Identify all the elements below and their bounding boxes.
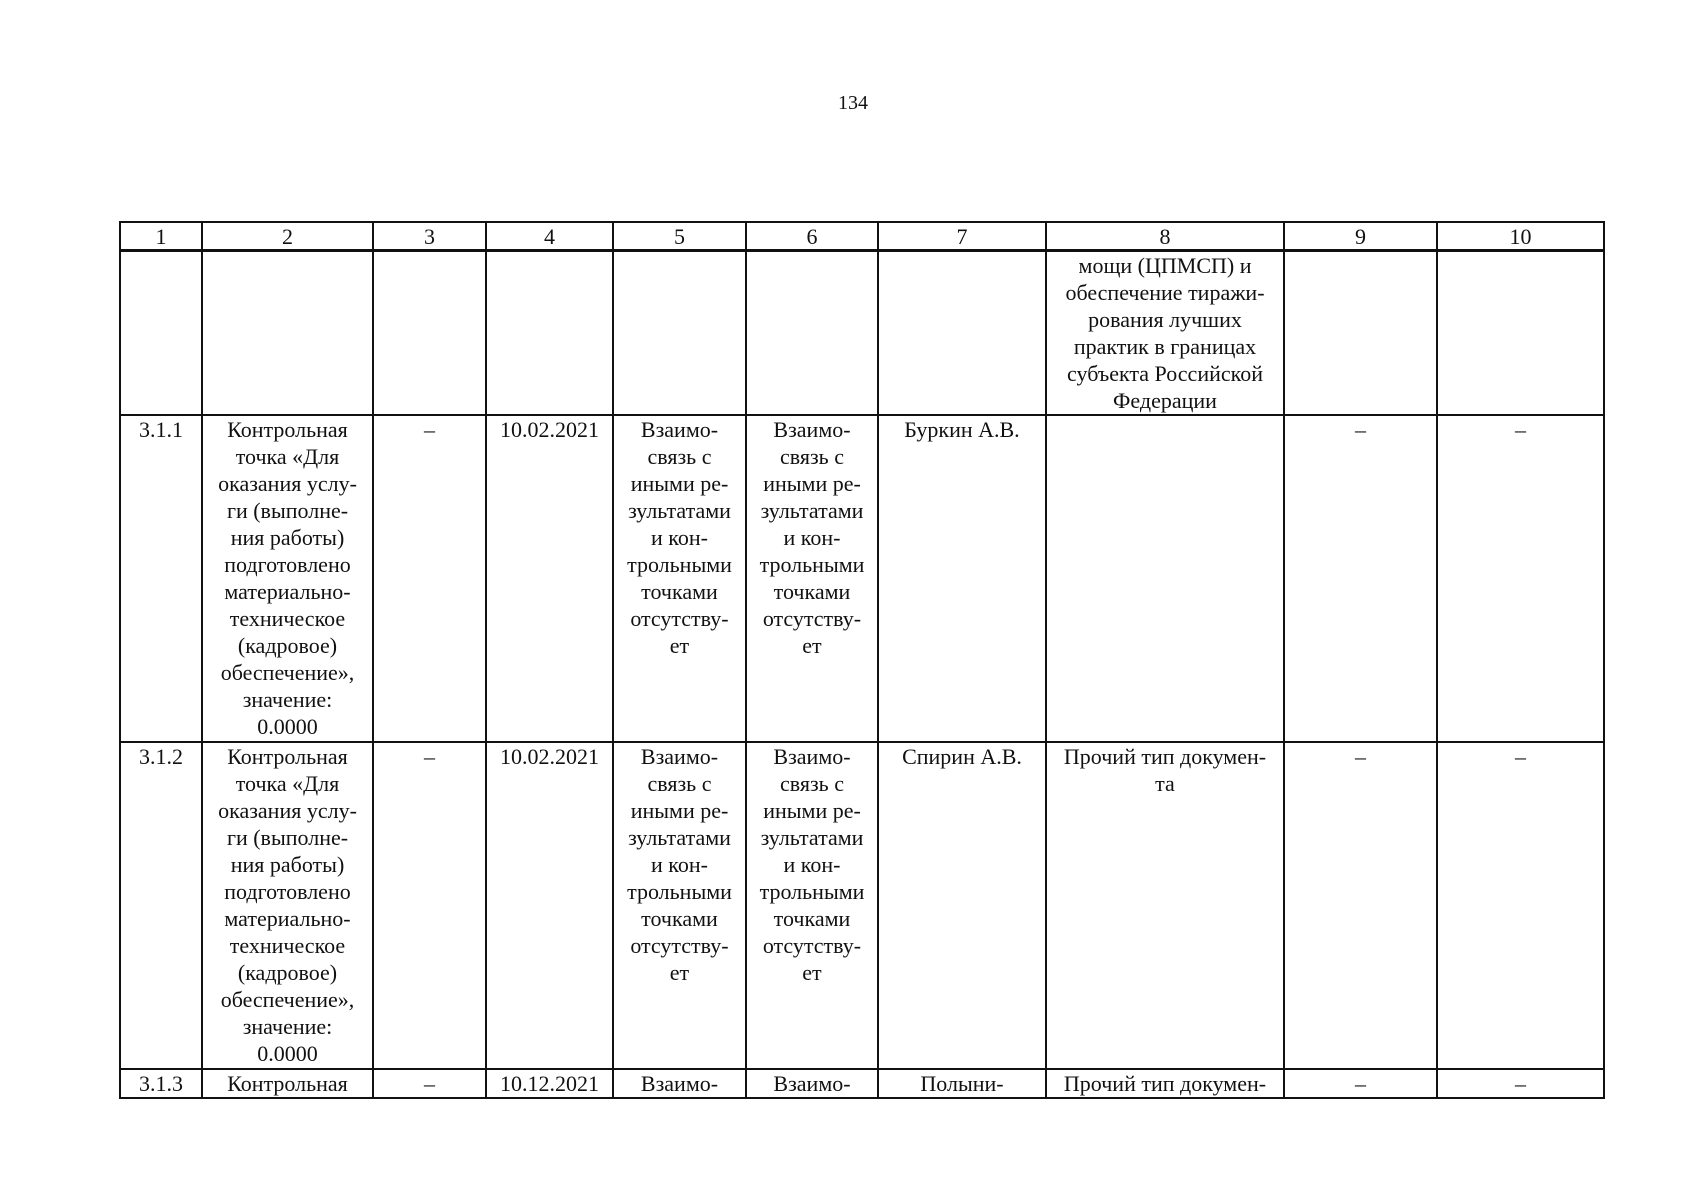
row-number-cell: 3.1.3: [120, 1069, 202, 1098]
table-cell: –: [1284, 1069, 1437, 1098]
date-cell: 10.02.2021: [486, 415, 613, 742]
table-cell: Взаимо- связь с иными ре- зультатами и кон- трольными точками отсутству- ет: [613, 742, 746, 1069]
table-cell: –: [1437, 415, 1604, 742]
table-cell: [1284, 251, 1437, 416]
date-cell: 10.12.2021: [486, 1069, 613, 1098]
date-cell: 10.02.2021: [486, 742, 613, 1069]
table-cell: –: [1284, 415, 1437, 742]
table-row: [120, 742, 1604, 1069]
table-cell: [1046, 415, 1284, 742]
column-header: 3: [373, 222, 486, 251]
responsible-cell: Спирин А.В.: [878, 742, 1046, 1069]
table-cell: Взаимо-: [746, 1069, 878, 1098]
table-cell: Прочий тип докумен- та: [1046, 742, 1284, 1069]
table-cell: Прочий тип докумен-: [1046, 1069, 1284, 1098]
column-header: 5: [613, 222, 746, 251]
table-row-continuation: [120, 251, 1604, 416]
table-cell: [120, 251, 202, 416]
row-number-cell: 3.1.1: [120, 415, 202, 742]
table-cell: Взаимо- связь с иными ре- зультатами и кон- трольными точками отсутству- ет: [613, 415, 746, 742]
column-header: 8: [1046, 222, 1284, 251]
table-cell: мощи (ЦПМСП) и обеспечение тиражи- рования лучших практик в границах субъекта Российской Федерации: [1046, 251, 1284, 416]
table-cell: [1437, 251, 1604, 416]
table-cell: –: [1284, 742, 1437, 1069]
table-cell: Взаимо- связь с иными ре- зультатами и кон- трольными точками отсутству- ет: [746, 742, 878, 1069]
table-cell: –: [373, 742, 486, 1069]
page-number: 134: [838, 92, 868, 114]
column-header: 4: [486, 222, 613, 251]
column-header: 1: [120, 222, 202, 251]
row-number-cell: 3.1.2: [120, 742, 202, 1069]
column-header: 6: [746, 222, 878, 251]
table-cell: Контрольная: [202, 1069, 373, 1098]
table-cell: [746, 251, 878, 416]
data-table: [119, 221, 1605, 1099]
column-header: 2: [202, 222, 373, 251]
table-cell: [486, 251, 613, 416]
table-cell: Взаимо- связь с иными ре- зультатами и кон- трольными точками отсутству- ет: [746, 415, 878, 742]
table-cell: –: [373, 1069, 486, 1098]
table-cell: [613, 251, 746, 416]
table-cell: –: [1437, 1069, 1604, 1098]
column-header: 9: [1284, 222, 1437, 251]
table-cell: –: [1437, 742, 1604, 1069]
table-cell: Контрольная точка «Для оказания услу- ги (выполне- ния работы) подготовлено материально- техническое (кадровое) обеспечение», значение: 0.0000: [202, 742, 373, 1069]
table-cell: Взаимо-: [613, 1069, 746, 1098]
table-cell: [878, 251, 1046, 416]
header-row: [120, 222, 1604, 251]
table-cell: –: [373, 415, 486, 742]
table-cell: [202, 251, 373, 416]
table-row: [120, 1069, 1604, 1098]
table-cell: [373, 251, 486, 416]
responsible-cell: Полыни-: [878, 1069, 1046, 1098]
column-header: 7: [878, 222, 1046, 251]
column-header: 10: [1437, 222, 1604, 251]
responsible-cell: Буркин А.В.: [878, 415, 1046, 742]
table-row: [120, 415, 1604, 742]
table-cell: Контрольная точка «Для оказания услу- ги (выполне- ния работы) подготовлено материально- техническое (кадровое) обеспечение», значение: 0.0000: [202, 415, 373, 742]
